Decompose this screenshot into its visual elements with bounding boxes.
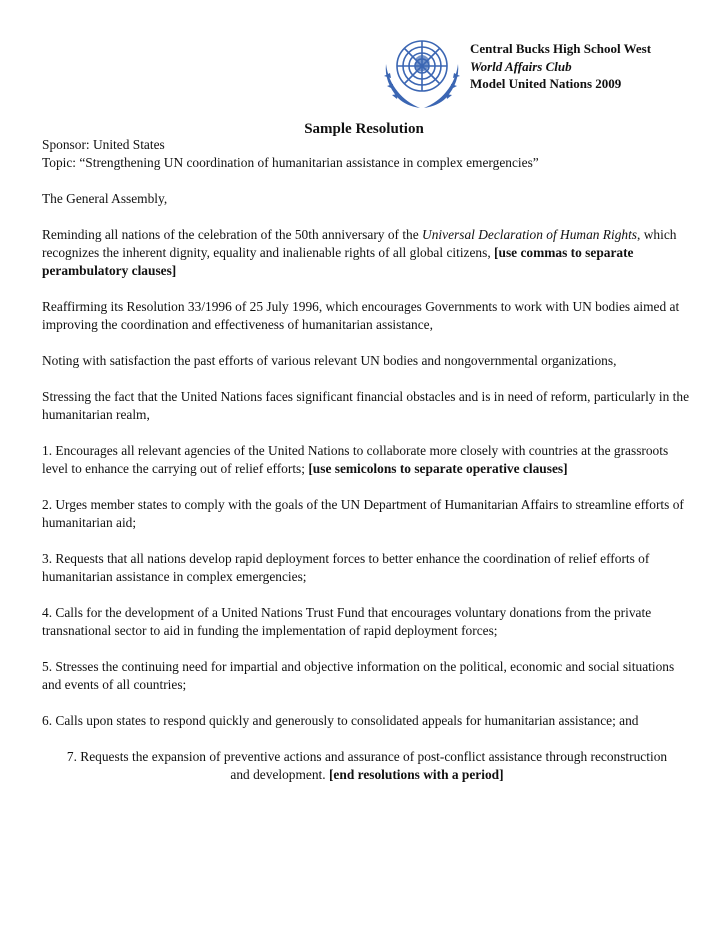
header-block bbox=[470, 40, 651, 93]
clause-text: and development. bbox=[230, 767, 329, 782]
un-emblem-icon bbox=[376, 24, 468, 114]
formatting-note: [end resolutions with a period] bbox=[328, 767, 504, 782]
operative-clause-3: 3. Requests that all nations develop rapid deployment forces to better enhance the coordination of relief efforts of humanitarian assistance in complex emergencies; bbox=[42, 551, 650, 584]
clause-text: 1. Encourages all relevant agencies of the United Nations to collaborate more closely with countries at the grassroots level to enhance the carrying out of relief efforts; bbox=[42, 443, 669, 476]
resolution-body bbox=[42, 136, 692, 784]
operative-clause-6: 6. Calls upon states to respond quickly and generously to consolidated appeals for humanitarian assistance; and bbox=[42, 713, 639, 728]
preambulatory-clause-3: Noting with satisfaction the past efforts of various relevant UN bodies and nongovernmental organizations, bbox=[42, 353, 617, 368]
program-name: Model United Nations 2009 bbox=[470, 76, 622, 91]
operative-clause-5: 5. Stresses the continuing need for impartial and objective information on the political, economic and social situations and events of all countries; bbox=[42, 659, 675, 692]
operative-clause-2: 2. Urges member states to comply with the goals of the UN Department of Humanitarian Affairs to streamline efforts of humanitarian aid; bbox=[42, 497, 684, 530]
formatting-note: [use semicolons to separate operative clauses] bbox=[308, 461, 568, 476]
operative-clause-1 bbox=[42, 442, 692, 478]
document-title: Universal Declaration of Human Rights bbox=[422, 227, 638, 242]
assembly-line: The General Assembly, bbox=[42, 191, 168, 206]
sponsor-line: Sponsor: United States bbox=[42, 137, 165, 152]
preambulatory-clause-1 bbox=[42, 226, 692, 280]
preambulatory-clause-2: Reaffirming its Resolution 33/1996 of 25 July 1996, which encourages Governments to work with UN bodies aimed at improving the coordination and effectiveness of humanitarian assistance, bbox=[42, 299, 680, 332]
clause-text-line-2 bbox=[42, 766, 692, 784]
clause-text: , which recognizes the inherent dignity, equality and inalienable rights of all global citizens, bbox=[42, 227, 677, 260]
operative-clause-7 bbox=[42, 748, 692, 784]
club-name: World Affairs Club bbox=[470, 58, 572, 74]
preambulatory-clause-4: Stressing the fact that the United Nations faces significant financial obstacles and is in need of reform, particularly in the humanitarian realm, bbox=[42, 389, 690, 422]
school-name: Central Bucks High School West bbox=[470, 41, 652, 56]
operative-clause-4: 4. Calls for the development of a United Nations Trust Fund that encourages voluntary donations from the private transnational sector to aid in funding the implementation of rapid deployment forces; bbox=[42, 605, 652, 638]
clause-text: 7. Requests the expansion of preventive actions and assurance of post-conflict assistance through reconstruction bbox=[66, 749, 668, 764]
page-title-text: Sample Resolution bbox=[304, 121, 424, 137]
topic-line: Topic: “Strengthening UN coordination of humanitarian assistance in complex emergencies” bbox=[42, 155, 539, 170]
clause-text: Reminding all nations of the celebration of the 50th anniversary of the bbox=[42, 227, 423, 242]
formatting-note: [use commas to separate perambulatory clauses] bbox=[42, 245, 634, 278]
